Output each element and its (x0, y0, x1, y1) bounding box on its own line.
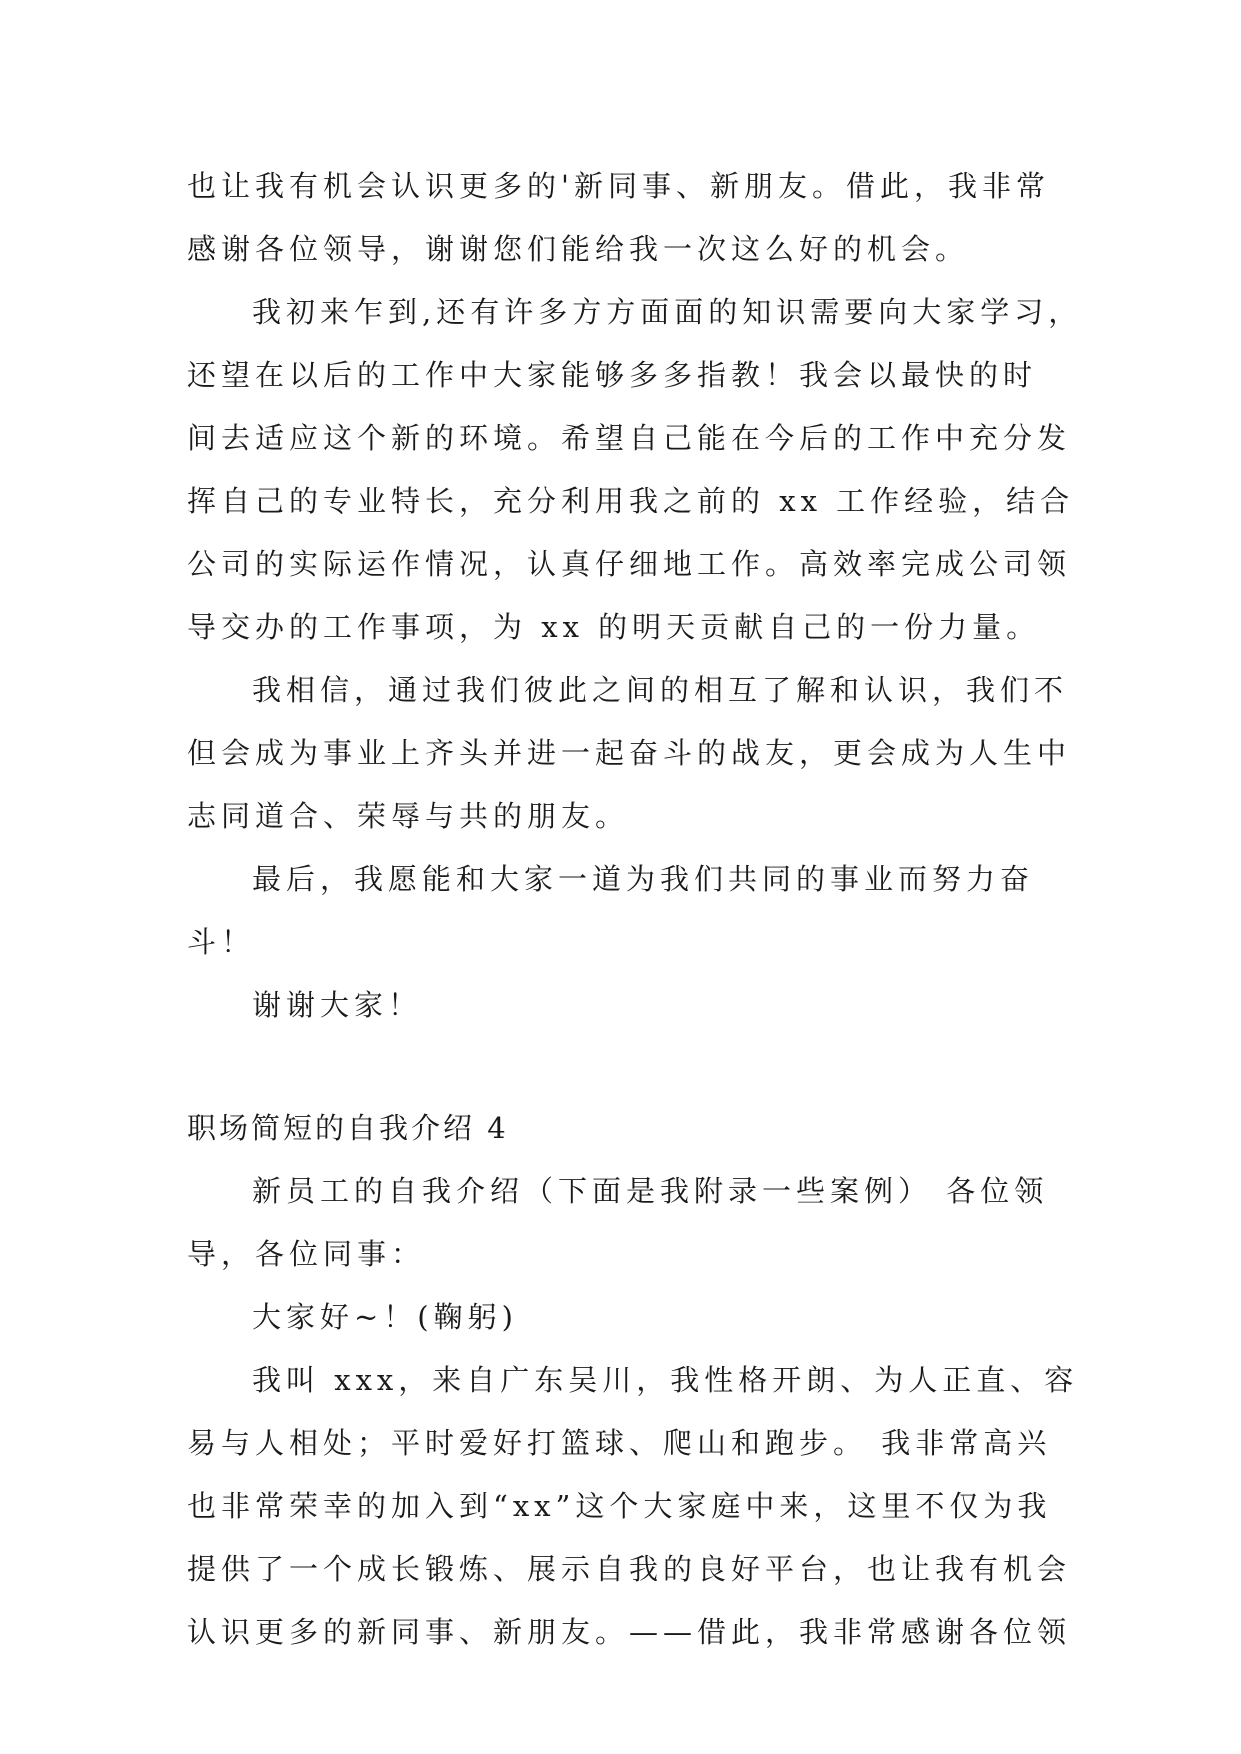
text-line: 谢谢大家！ (252, 988, 423, 1022)
section-spacer (187, 1037, 1067, 1097)
text-line: 我相信，通过我们彼此之间的相互了解和认识，我们不 (252, 673, 1069, 707)
text-line: 导，各位同事： (187, 1237, 426, 1271)
section-heading: 职场简短的自我介绍 4 (187, 1111, 509, 1145)
text-line: 最后，我愿能和大家一道为我们共同的事业而努力奋 (252, 862, 1035, 896)
text-line: 感谢各位领导，谢谢您们能给我一次这么好的机会。 (187, 232, 970, 266)
text-line: 但会成为事业上齐头并进一起奋斗的战友，更会成为人生中 (187, 736, 1072, 770)
text-line: 斗！ (187, 925, 256, 959)
text-line: 提供了一个成长锻炼、展示自我的良好平台，也让我有机会 (187, 1552, 1072, 1586)
text-line: 我叫 xxx，来自广东吴川，我性格开朗、为人正直、容 (252, 1363, 1079, 1397)
paragraph (187, 974, 1067, 1037)
text-line: 挥自己的专业特长，充分利用我之前的 xx 工作经验，结合 (187, 484, 1075, 518)
paragraph (187, 1160, 1067, 1286)
text-line: 我初来乍到,还有许多方方面面的知识需要向大家学习， (252, 295, 1083, 329)
text-line: 还望在以后的工作中大家能够多多指教！我会以最快的时 (187, 358, 1038, 392)
text-line: 导交办的工作事项，为 xx 的明天贡献自己的一份力量。 (187, 610, 1041, 644)
text-line: 也非常荣幸的加入到“xx”这个大家庭中来，这里不仅为我 (187, 1489, 1052, 1523)
text-line: 也让我有机会认识更多的'新同事、新朋友。借此，我非常 (187, 169, 1050, 203)
text-line: 大家好~！(鞠躬) (252, 1300, 518, 1334)
paragraph (187, 281, 1083, 659)
paragraph (187, 1349, 1079, 1664)
text-line: 认识更多的新同事、新朋友。——借此，我非常感谢各位领 (187, 1615, 1072, 1649)
paragraph (187, 155, 1067, 281)
text-line: 新员工的自我介绍（下面是我附录一些案例） 各位领 (252, 1174, 1049, 1208)
paragraph (187, 1286, 1067, 1349)
paragraph (187, 659, 1072, 848)
text-line: 志同道合、荣辱与共的朋友。 (187, 799, 630, 833)
text-line: 公司的实际运作情况，认真仔细地工作。高效率完成公司领 (187, 547, 1072, 581)
document-body (187, 155, 1083, 1664)
text-line: 间去适应这个新的环境。希望自己能在今后的工作中充分发 (187, 421, 1072, 455)
text-line: 易与人相处；平时爱好打篮球、爬山和跑步。 我非常高兴 (187, 1426, 1052, 1460)
paragraph (187, 848, 1067, 974)
